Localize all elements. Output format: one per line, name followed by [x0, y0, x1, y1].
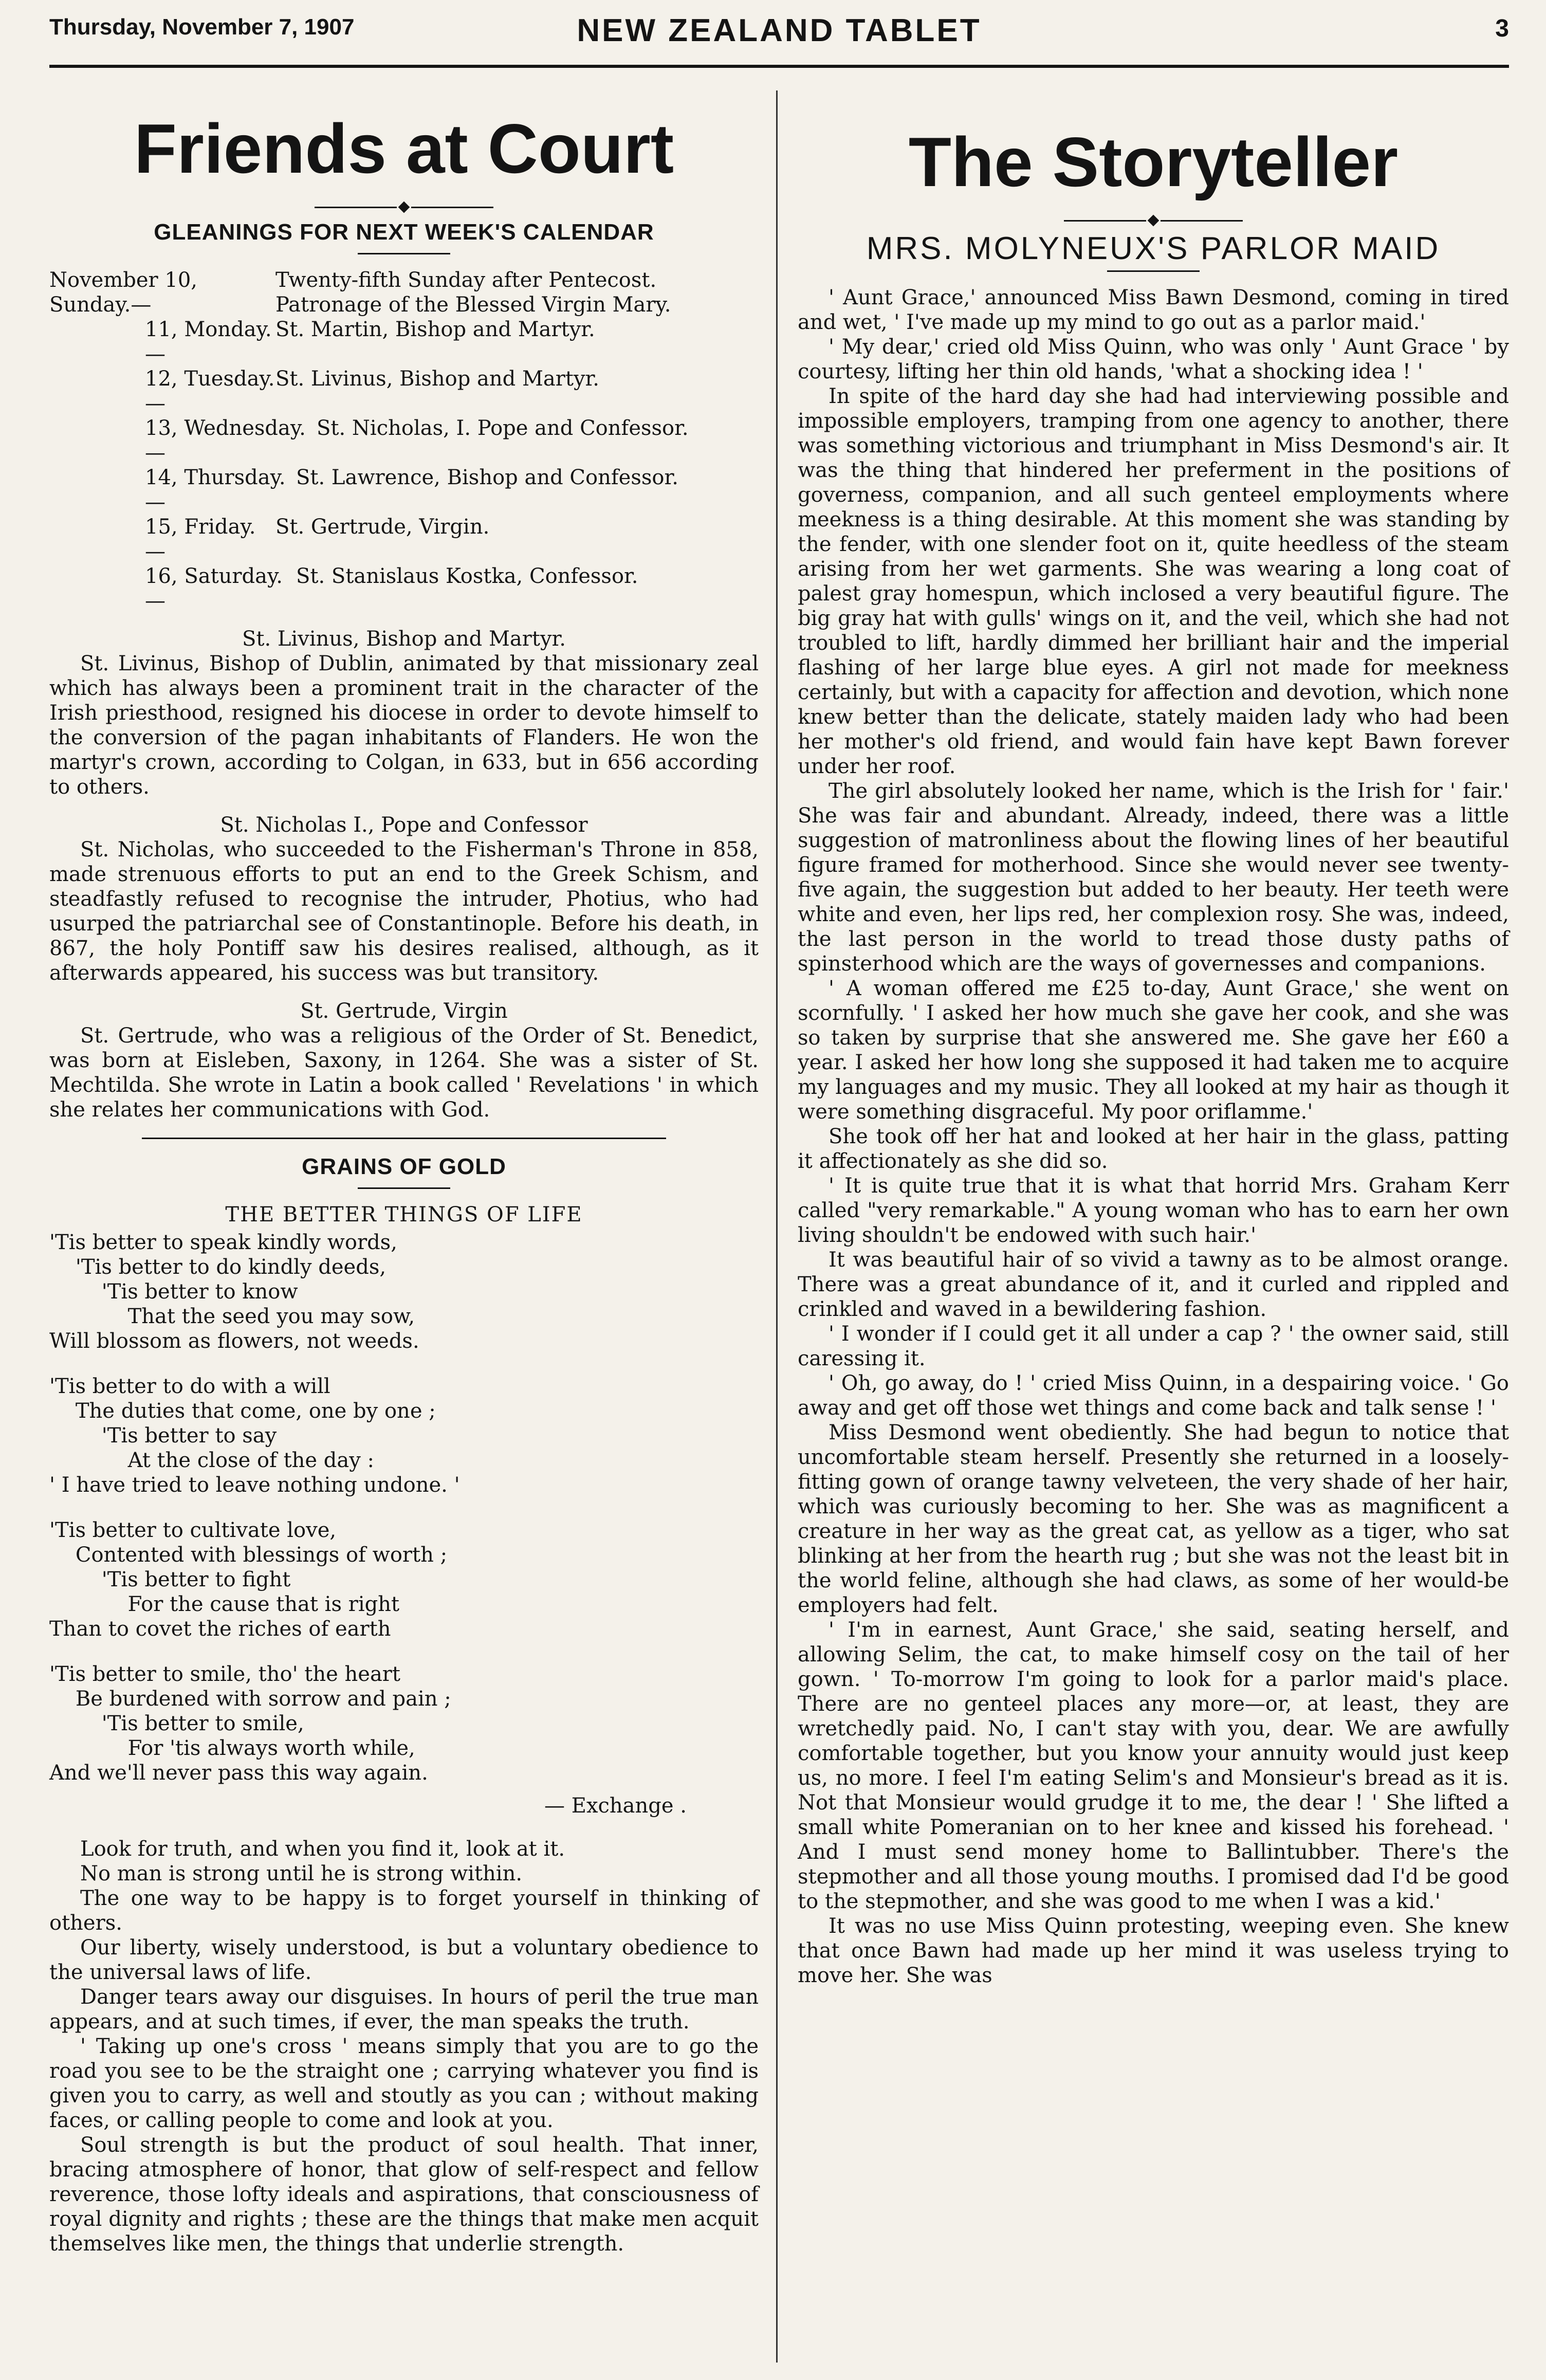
divider: [358, 1187, 450, 1189]
saint-body: St. Gertrude, who was a religious of the Order of St. Benedict, was born at Eisleben, Saxony, in 1264. She was a sister of St. Mechtilda. She wrote in Latin a book called ' Revelations ' in which she relates her communications with God.: [49, 1024, 759, 1122]
poem-line: ' I have tried to leave nothing undone. ': [49, 1473, 460, 1497]
calendar-entry: November 10, Sunday.— Twenty-fifth Sunday after Pentecost. Patronage of the Blessed Virgin Mary.: [49, 268, 671, 317]
story-title: MRS. MOLYNEUX'S PARLOR MAID: [866, 231, 1441, 266]
poem-line: 'Tis better to fight: [49, 1568, 291, 1591]
poem-line: For 'tis always worth while,: [49, 1736, 415, 1760]
section-divider: [142, 1138, 666, 1139]
masthead-rule: [49, 65, 1509, 68]
divider: [1107, 270, 1200, 272]
diamond-icon: [1148, 215, 1160, 227]
maxim: Soul strength is but the product of soul health. That inner, bracing atmosphere of honor, that glow of self-respect and fellow reverence, those lofty ideals and aspirations, that consciousness of royal dignity and rights ; these are the things that make men acquit themselves like men, the things that underlie strength.: [49, 2133, 759, 2256]
story-paragraph: In spite of the hard day she had had interviewing possible and impossible employers, tramping from one agency to another, there was something victorious and triumphant in Miss Desmond's air. It was the thing that hindered her preferment in the positions of governess, companion, and all such genteel employments where meekness is a thing desirable. At this moment she was standing by the fender, with one slender foot on it, quite heedless of the steam arising from her wet garments. She was wearing a long coat of palest gray homespun, which inclosed a very beautiful figure. The big gray hat with gulls' wings on it, and the veil, which she had not troubled to lift, hardly dimmed her brilliant hair and the imperial flashing of her large blue eyes. A girl not made for meekness certainly, but with a capacity for affection and devotion, which none knew better than the delicate, stately maiden lady who had been her mother's old friend, and would fain have kept Bawn forever under her roof.: [798, 385, 1509, 778]
calendar-entry: 13, Wednesday.— St. Nicholas, I. Pope and Confessor.: [145, 416, 689, 465]
poem-line: At the close of the day :: [49, 1449, 375, 1472]
story-paragraph: ' Oh, go away, do ! ' cried Miss Quinn, in a despairing voice. ' Go away and get off those wet things and come back and talk sense ! ': [798, 1371, 1509, 1420]
calendar-entry: 16, Saturday.— St. Stanislaus Kostka, Confessor.: [145, 564, 638, 613]
newspaper-name: NEW ZEALAND TABLET: [577, 13, 982, 48]
left-column: [49, 77, 759, 2256]
maxim: No man is strong until he is strong within.: [80, 1862, 523, 1885]
diamond-icon: [398, 202, 410, 213]
poem-line: Than to covet the riches of earth: [49, 1617, 391, 1641]
story-paragraph: She took off her hat and looked at her hair in the glass, patting it affectionately as she did so.: [798, 1125, 1509, 1173]
poem-line: 'Tis better to say: [49, 1424, 277, 1448]
poem-line: 'Tis better to know: [49, 1280, 298, 1304]
story-paragraph: ' It is quite true that it is what that horrid Mrs. Graham Kerr called "very remarkable." A young woman who has to earn her own living shouldn't be endowed with such hair.': [798, 1174, 1509, 1247]
poem-line: 'Tis better to speak kindly words,: [49, 1231, 397, 1254]
storyteller-title: The Storyteller: [908, 123, 1398, 201]
calendar-list: [49, 268, 759, 613]
poem-stanza: [49, 1374, 759, 1497]
maxim: Our liberty, wisely understood, is but a voluntary obedience to the universal laws of life.: [49, 1936, 759, 1984]
story-paragraph: It was no use Miss Quinn protesting, weeping even. She knew that once Bawn had made up her mind it was useless trying to move her. She was: [798, 1914, 1509, 1987]
poem-line: For the cause that is right: [49, 1592, 400, 1616]
poem-stanza: [49, 1230, 759, 1353]
poem-title: THE BETTER THINGS OF LIFE: [225, 1203, 583, 1226]
issue-date: Thursday, November 7, 1907: [49, 14, 355, 40]
saint-body: St. Nicholas, who succeeded to the Fisherman's Throne in 858, made strenuous efforts to put an end to the Greek Schism, and steadfastly refused to recognise the intruder, Photius, who had usurped the patriarchal see of Constantinople. Before his death, in 867, the holy Pontiff saw his desires realised, although, as it afterwards appeared, his success was but transitory.: [49, 838, 759, 985]
story-paragraph: ' My dear,' cried old Miss Quinn, who was only ' Aunt Grace ' by courtesy, lifting her thin old hands, 'what a shocking idea ! ': [798, 335, 1509, 383]
saint-heading: St. Livinus, Bishop and Martyr.: [242, 627, 566, 651]
poem-line: 'Tis better to do with a will: [49, 1375, 330, 1398]
poem-source: — Exchange .: [544, 1794, 687, 1818]
saint-heading: St. Gertrude, Virgin: [300, 999, 508, 1023]
poem-line: And we'll never pass this way again.: [49, 1761, 428, 1785]
ornament-divider: [798, 207, 1509, 219]
story-paragraph: It was beautiful hair of so vivid a tawny as to be almost orange. There was a great abundance of it, and it curled and rippled and crinkled and waved in a bewildering fashion.: [798, 1248, 1509, 1321]
story-paragraph: ' I wonder if I could get it all under a cap ? ' the owner said, still caressing it.: [798, 1322, 1509, 1370]
saint-body: St. Livinus, Bishop of Dublin, animated by that missionary zeal which has always been a prominent trait in the character of the Irish priesthood, resigned his diocese in order to devote himself to the conversion of the pagan inhabitants of Flanders. He won the martyr's crown, according to Colgan, in 633, but in 656 according to others.: [49, 652, 759, 799]
poem-line: 'Tis better to do kindly deeds,: [49, 1255, 386, 1279]
friends-at-court-title: Friends at Court: [134, 109, 674, 188]
story-paragraph: ' Aunt Grace,' announced Miss Bawn Desmond, coming in tired and wet, ' I've made up my mind to go out as a parlor maid.': [798, 286, 1509, 334]
poem-line: 'Tis better to cultivate love,: [49, 1518, 337, 1542]
poem-line: Be burdened with sorrow and pain ;: [49, 1687, 451, 1711]
calendar-heading: GLEANINGS FOR NEXT WEEK'S CALENDAR: [154, 219, 654, 245]
calendar-entry: 15, Friday.— St. Gertrude, Virgin.: [145, 515, 490, 563]
ornament-divider: [49, 193, 759, 206]
story-paragraph: ' A woman offered me £25 to-day, Aunt Grace,' she went on scornfully. ' I asked her how much she gave her cook, and she was so taken by surprise that she answered me. She gave her £60 a year. I asked her how long she supposed it had taken me to acquire my languages and my music. They all looked at my hair as though it were something disgraceful. My poor oriflamme.': [798, 977, 1509, 1124]
story-paragraph: The girl absolutely looked her name, which is the Irish for ' fair.' She was fair and abundant. Already, indeed, there was a little suggestion of matronliness about the flowing lines of her beautiful figure framed for motherhood. Since she would never see twenty-five again, the suggestion but added to her beauty. Her teeth were white and even, her lips red, her complexion rosy. She was, indeed, the last person in the world to tread those dusty paths of spinsterhood which are the ways of governesses and companions.: [798, 779, 1509, 976]
poem-line: That the seed you may sow,: [49, 1305, 415, 1328]
divider: [358, 253, 450, 254]
calendar-entry: 11, Monday.— St. Martin, Bishop and Martyr.: [145, 318, 595, 366]
poem-line: 'Tis better to smile,: [49, 1712, 304, 1735]
poem-stanza: [49, 1662, 759, 1785]
poem: [49, 1230, 759, 1785]
calendar-entry: 14, Thursday.— St. Lawrence, Bishop and Confessor.: [145, 466, 678, 514]
page-number: 3: [1495, 15, 1509, 42]
calendar-entry: 12, Tuesday.— St. Livinus, Bishop and Martyr.: [145, 367, 599, 415]
poem-stanza: [49, 1518, 759, 1641]
maxim: ' Taking up one's cross ' means simply that you are to go the road you see to be the straight one ; carrying whatever you find is given you to carry, as well and stoutly as you can ; without making faces, or calling people to come and look at you.: [49, 2035, 759, 2132]
grains-heading: GRAINS OF GOLD: [302, 1154, 506, 1179]
story-paragraph: ' I'm in earnest, Aunt Grace,' she said, seating herself, and allowing Selim, the cat, to make himself cosy on the tail of her gown. ' To-morrow I'm going to look for a parlor maid's place. There are no genteel places any more—or, at least, they are wretchedly paid. No, I can't stay with you, dear. We are awfully comfortable together, but you know your annuity would just keep us, no more. I feel I'm eating Selim's and Monsieur's bread as it is. Not that Monsieur would grudge it to me, the dear ! ' She lifted a small white Pomeranian on to her knee and kissed his forehead. ' And I must send money home to Ballintubber. There's the stepmother and all those young mouths. I promised dad I'd be good to the stepmother, and she was good to me when I was a kid.': [798, 1618, 1509, 1913]
masthead: [49, 11, 1509, 63]
story-paragraph: Miss Desmond went obediently. She had begun to notice that uncomfortable steam herself. Presently she returned in a loosely-fitting gown of orange tawny velveteen, the very shade of her hair, which was curiously becoming to her. She was as magnificent a creature in her way as the great cat, as yellow as a tiger, who sat blinking at her from the hearth rug ; but she was not the least bit in the world feline, although she had claws, as some of her would-be employers had felt.: [798, 1421, 1509, 1617]
maxim: Look for truth, and when you find it, look at it.: [80, 1837, 565, 1861]
maxim: Danger tears away our disguises. In hours of peril the true man appears, and at such times, if ever, the man speaks the truth.: [49, 1985, 759, 2034]
poem-line: Will blossom as flowers, not weeds.: [49, 1329, 419, 1353]
right-column: [798, 77, 1509, 1988]
poem-line: The duties that come, one by one ;: [49, 1399, 436, 1423]
column-divider: [776, 90, 778, 2363]
poem-line: 'Tis better to smile, tho' the heart: [49, 1662, 400, 1686]
maxim: The one way to be happy is to forget yourself in thinking of others.: [49, 1887, 759, 1935]
poem-line: Contented with blessings of worth ;: [49, 1543, 448, 1567]
saint-heading: St. Nicholas I., Pope and Confessor: [220, 813, 588, 837]
